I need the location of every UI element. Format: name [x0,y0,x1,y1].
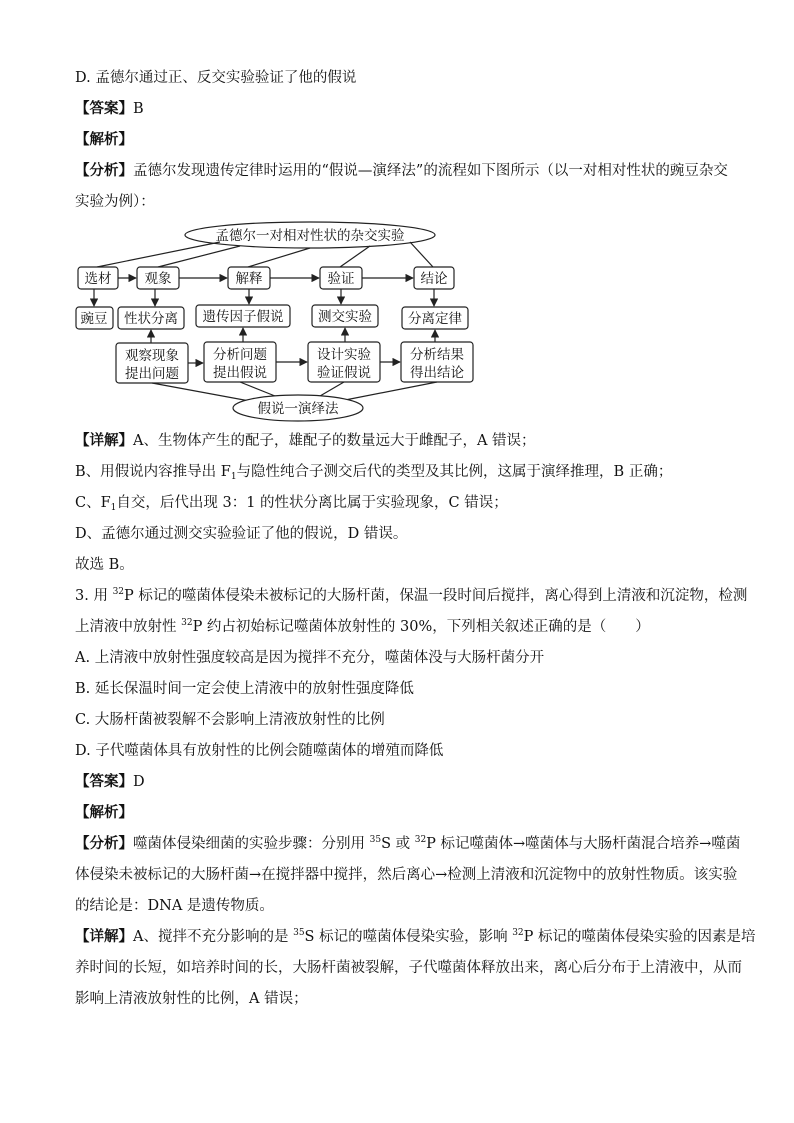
q3-detail-line2: 养时间的长短，如培养时间的长，大肠杆菌被裂解，子代噬菌体释放出来，离心后分布于上清液中，从而 [75,960,742,976]
fenxi-text: 噬菌体侵染细菌的实验步骤：分别用 [133,836,370,852]
stem-text: P 约占初始标记噬菌体放射性的 30%，下列相关叙述正确的是（ ） [192,619,650,635]
q2-answer [75,99,144,119]
q3-detail-line1 [75,927,756,947]
subscript: 1 [230,472,237,482]
bottom-ellipse-label: 假说一演绎法 [257,401,339,417]
detail-text: P 标记的噬菌体侵染实验的因素是培 [523,929,756,945]
detail-c-post: 自交，后代出现 3：1 的性状分离比属于实验现象，C 错误； [116,495,508,511]
q3-detail-line3: 影响上清液放射性的比例，A 错误； [75,991,308,1007]
analysis-tag: 【解析】 [75,804,133,821]
q3-stem-line1 [75,586,747,606]
result-label-4: 测交实验 [318,309,372,325]
process-3-line-2: 验证假说 [317,365,371,381]
q3-fenxi-line1 [75,834,740,854]
q2-detail-c [75,493,508,513]
q3-analysis-tag [75,803,133,823]
detail-tag: 【详解】 [75,432,133,449]
superscript: 32 [414,835,427,845]
stem-text: 3. 用 [75,588,113,604]
superscript: 35 [293,928,305,938]
q2-detail-a [75,431,536,451]
step-label-3: 解释 [235,271,263,287]
step-label-2: 观象 [144,271,172,287]
answer-value: B [133,101,144,117]
fenxi-text: S 或 [381,836,415,852]
q3-fenxi-line3: 的结论是：DNA 是遗传物质。 [75,898,274,914]
detail-b-post: 与隐性纯合子测交后代的类型及其比例，这属于演绎推理，B 正确； [236,464,673,480]
q3-option-d: D. 子代噬菌体具有放射性的比例会随噬菌体的增殖而降低 [75,743,444,759]
process-2-line-1: 分析问题 [213,347,267,363]
superscript: 32 [512,928,524,938]
superscript: 32 [112,587,125,597]
q2-option-d: D. 孟德尔通过正、反交实验验证了他的假说 [75,70,357,86]
q3-option-c: C. 大肠杆菌被裂解不会影响上清液放射性的比例 [75,712,385,728]
answer-tag: 【答案】 [75,773,133,790]
q3-option-a: A. 上清液中放射性强度较高是因为搅拌不充分，噬菌体没与大肠杆菌分开 [75,650,545,666]
answer-tag: 【答案】 [75,100,133,117]
fenxi-text: 孟德尔发现遗传定律时运用的“假说—演绎法”的流程如下图所示（以一对相对性状的豌豆杂交 [133,163,728,179]
q2-analysis-tag [75,130,133,150]
process-4-line-1: 分析结果 [410,347,464,363]
process-1-line-2: 提出问题 [125,366,179,382]
step-label-1: 选材 [84,271,112,287]
detail-tag: 【详解】 [75,928,133,945]
answer-value: D [133,774,145,790]
fenxi-text: P 标记噬菌体→噬菌体与大肠杆菌混合培养→噬菌 [426,836,741,852]
detail-text: S 标记的噬菌体侵染实验，影响 [304,929,513,945]
process-3-line-1: 设计实验 [317,347,371,363]
analysis-tag: 【解析】 [75,131,133,148]
stem-text: P 标记的噬菌体侵染未被标记的大肠杆菌，保温一段时间后搅拌，离心得到上清液和沉淀物，检测 [124,588,748,604]
detail-text: A、搅拌不充分影响的是 [133,929,294,945]
q2-detail-b [75,462,672,482]
process-1-line-1: 观察现象 [125,348,179,364]
q3-stem-line2 [75,617,650,637]
result-label-5: 分离定律 [408,311,462,327]
process-4-line-2: 得出结论 [410,365,464,381]
q3-fenxi-line2: 体侵染未被标记的大肠杆菌→在搅拌器中搅拌，然后离心→检测上清液和沉淀物中的放射性物质。该实验 [75,867,738,883]
q2-detail-d: D、孟德尔通过测交实验验证了他的假说，D 错误。 [75,526,408,542]
step-label-5: 结论 [420,271,448,287]
hypothetico-deductive-flow-diagram [70,220,480,425]
detail-b-pre: B、用假说内容推导出 F [75,464,231,480]
superscript: 32 [181,618,193,628]
result-label-2: 性状分离 [124,311,178,327]
q3-option-b: B. 延长保温时间一定会使上清液中的放射性强度降低 [75,681,414,697]
top-ellipse-label: 孟德尔一对相对性状的杂交实验 [215,228,405,244]
detail-a-text: A、生物体产生的配子，雄配子的数量远大于雌配子，A 错误； [133,433,536,449]
detail-c-pre: C、F [75,495,111,511]
stem-text: 上清液中放射性 [75,619,182,635]
q2-fenxi-line1 [75,161,728,181]
fenxi-tag: 【分析】 [75,835,133,852]
q2-conclusion: 故选 B。 [75,557,134,573]
result-label-1: 豌豆 [80,311,108,327]
subscript: 1 [110,503,117,513]
result-label-3: 遗传因子假说 [202,309,284,325]
superscript: 35 [369,835,382,845]
process-2-line-2: 提出假说 [213,365,267,381]
fenxi-tag: 【分析】 [75,162,133,179]
step-label-4: 验证 [327,271,355,287]
q3-answer [75,772,145,792]
q2-fenxi-line2: 实验为例）： [75,194,155,210]
